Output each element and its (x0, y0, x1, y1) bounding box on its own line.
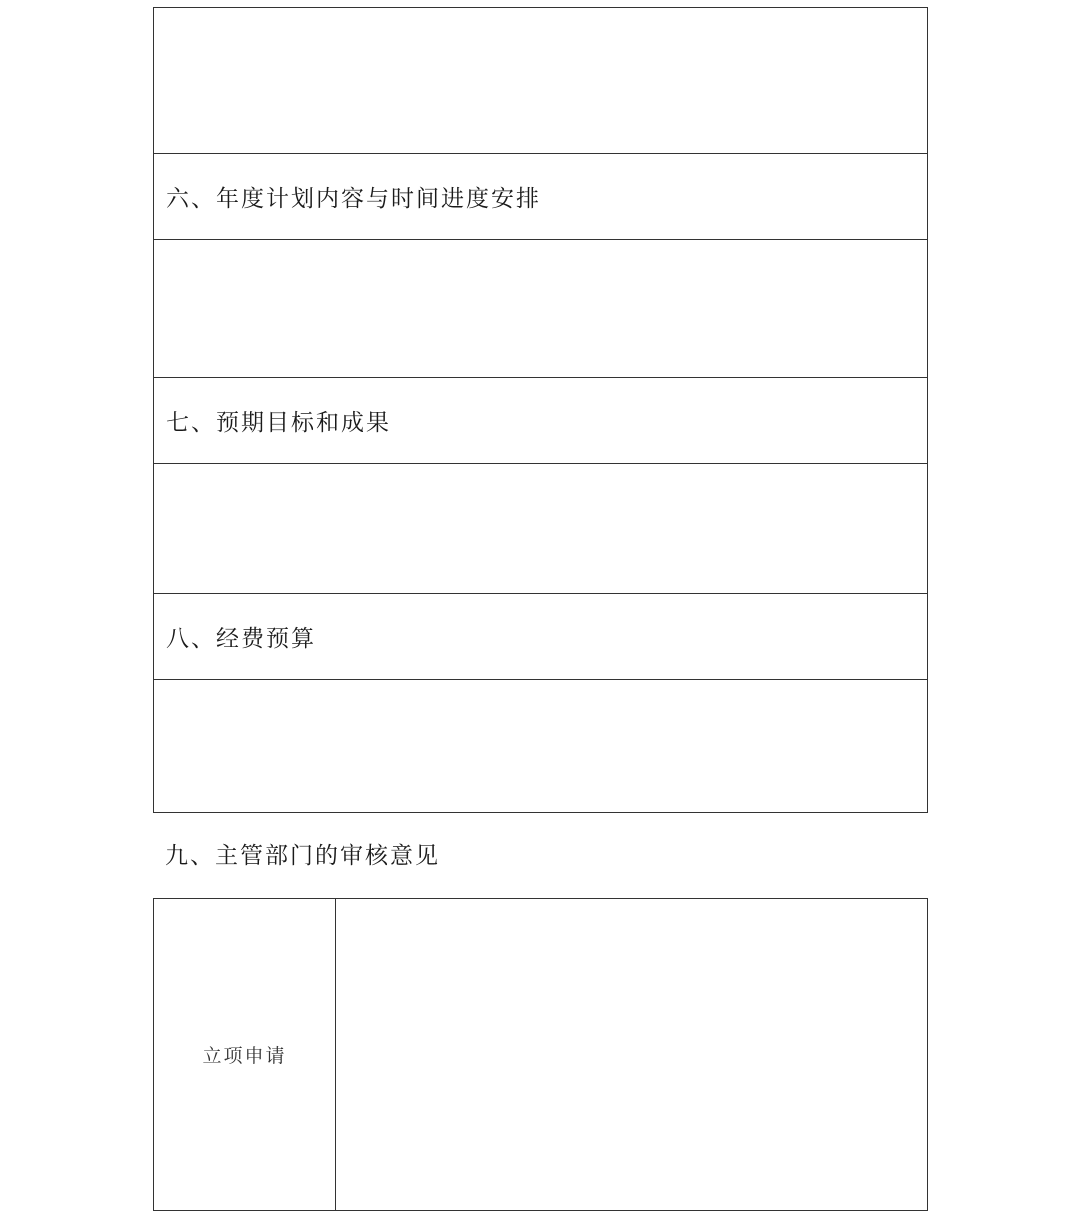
section-8-heading: 八、经费预算 (166, 626, 316, 652)
project-form-table (153, 7, 928, 813)
section-6-content-cell[interactable] (154, 239, 927, 377)
project-application-label-cell (154, 899, 336, 1210)
section-7-content-cell[interactable] (154, 463, 927, 593)
section-6-heading: 六、年度计划内容与时间进度安排 (166, 186, 541, 212)
section-9-heading: 九、主管部门的审核意见 (165, 843, 440, 869)
section-8-content-cell[interactable] (154, 679, 927, 812)
section-6-heading-row (154, 153, 927, 239)
project-application-label: 立项申请 (202, 1045, 287, 1067)
section-8-heading-row (154, 593, 927, 679)
previous-section-content-cell[interactable] (154, 8, 927, 153)
section-7-heading-row (154, 377, 927, 463)
approval-opinion-table (153, 898, 928, 1211)
approval-opinion-cell[interactable] (336, 899, 927, 1210)
section-7-heading: 七、预期目标和成果 (166, 410, 391, 436)
